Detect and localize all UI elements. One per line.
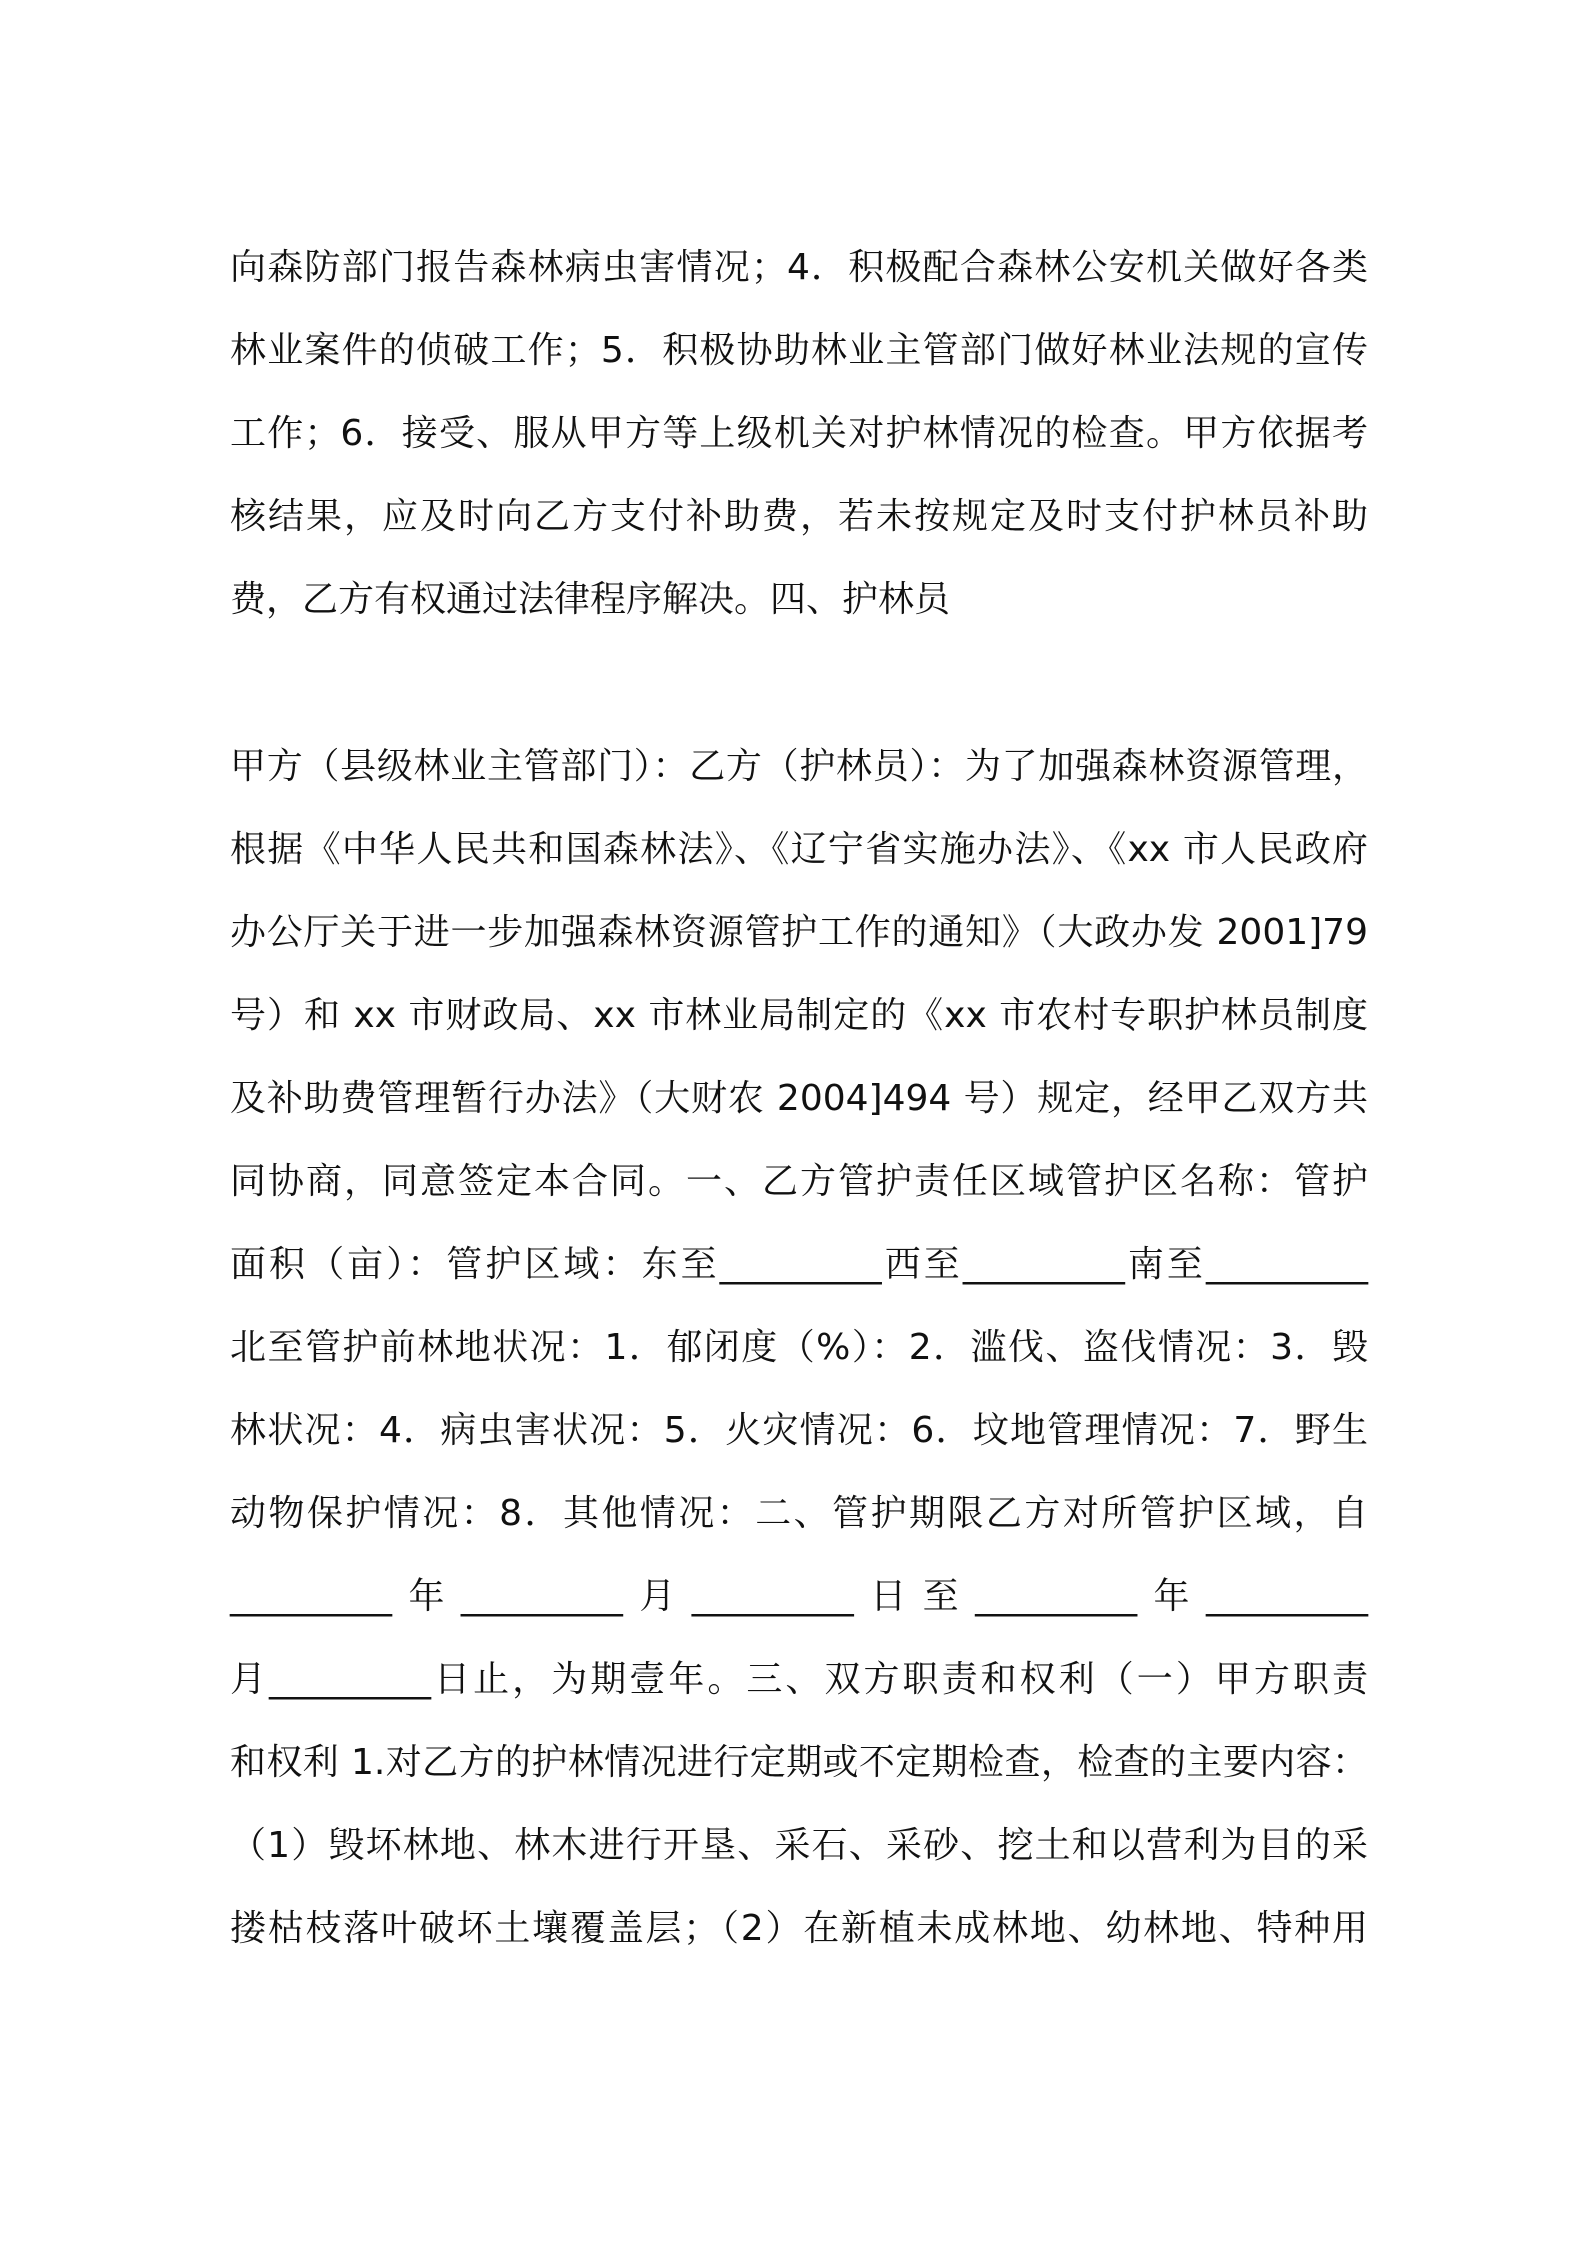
- text-line: （1）毁坏林地、林木进行开垦、采石、采砂、挖土和以营利为目的采: [230, 1825, 1368, 1866]
- text-line: 办公厅关于进一步加强森林资源管护工作的通知》（大政办发 2001]79: [230, 912, 1368, 953]
- text-line: 甲方（县级林业主管部门）：乙方（护林员）：为了加强森林资源管理，: [230, 746, 1368, 787]
- text-line: 月_________日止，为期壹年。三、双方职责和权利（一）甲方职责: [230, 1659, 1368, 1700]
- text-line: 面积（亩）：管护区域：东至_________西至_________南至_________: [230, 1244, 1368, 1285]
- text-line: 北至管护前林地状况：1．郁闭度（%）：2．滥伐、盗伐情况：3．毁: [230, 1327, 1368, 1368]
- text-line: 工作；6．接受、服从甲方等上级机关对护林情况的检查。甲方依据考: [230, 413, 1368, 454]
- text-line: 搂枯枝落叶破坏土壤覆盖层；（2）在新植未成林地、幼林地、特种用: [230, 1908, 1368, 1949]
- text-line: 号）和 xx 市财政局、xx 市林业局制定的《xx 市农村专职护林员制度: [230, 995, 1368, 1036]
- text-line: 林业案件的侦破工作；5．积极协助林业主管部门做好林业法规的宣传: [230, 330, 1368, 371]
- text-line: 费，乙方有权通过法律程序解决。四、护林员: [230, 579, 951, 620]
- text-line: 林状况：4．病虫害状况：5．火灾情况：6．坟地管理情况：7．野生: [230, 1410, 1368, 1451]
- paragraph-contract-body: [230, 725, 1368, 1970]
- text-line: 和权利 1.对乙方的护林情况进行定期或不定期检查，检查的主要内容：: [230, 1742, 1368, 1783]
- text-line: 及补助费管理暂行办法》（大财农 2004]494 号）规定，经甲乙双方共: [230, 1078, 1368, 1119]
- text-line: 根据《中华人民共和国森林法》、《辽宁省实施办法》、《xx 市人民政府: [230, 829, 1368, 870]
- text-line: 动物保护情况：8．其他情况：二、管护期限乙方对所管护区域，自: [230, 1493, 1368, 1534]
- text-line: _________年_________月_________日至_________年_________: [230, 1576, 1369, 1617]
- text-line: 同协商，同意签定本合同。一、乙方管护责任区域管护区名称：管护: [230, 1161, 1368, 1202]
- paragraph-forest-ranger-duties: [230, 226, 1368, 641]
- text-line: 向森防部门报告森林病虫害情况；4．积极配合森林公安机关做好各类: [230, 247, 1368, 288]
- text-line: 核结果，应及时向乙方支付补助费，若未按规定及时支付护林员补助: [230, 496, 1368, 537]
